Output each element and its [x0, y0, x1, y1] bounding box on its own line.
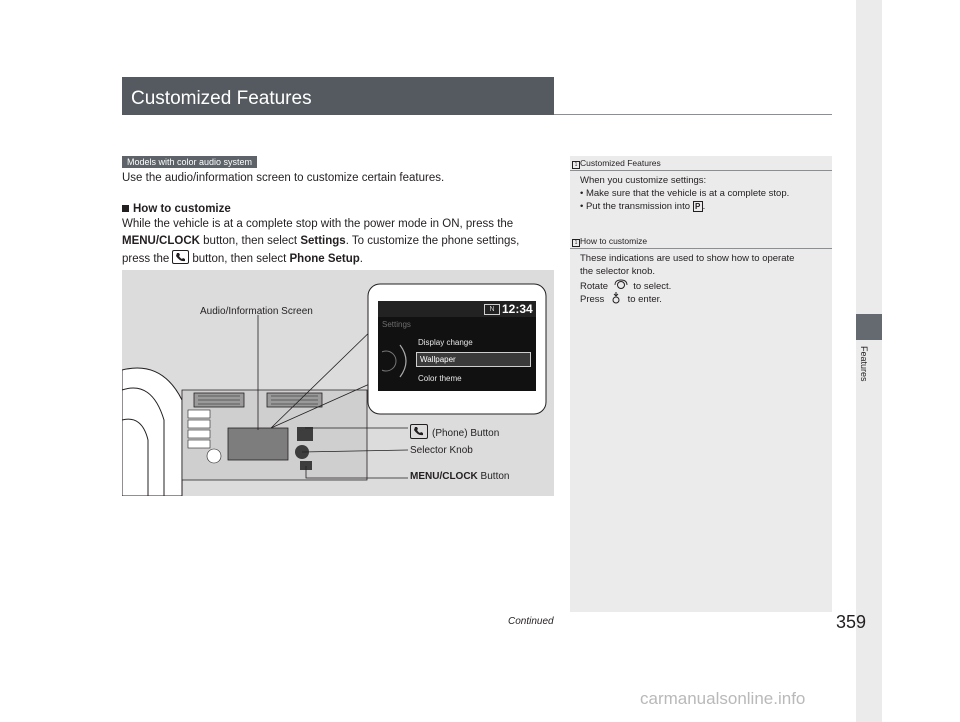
- label-phone-button: (Phone) Button: [410, 424, 499, 439]
- dashboard-illustration: [122, 270, 554, 496]
- phone-icon: [410, 424, 428, 439]
- zoomed-audio-screen: [378, 301, 536, 391]
- paragraph-line-1: While the vehicle is at a complete stop with the power mode in ON, press the: [122, 218, 514, 230]
- menu-item-wallpaper: Wallpaper: [420, 355, 456, 364]
- note2-rotate-line: Rotate to select.: [580, 281, 672, 292]
- note1-intro: When you customize settings:: [580, 175, 707, 186]
- menu-item-color-theme: Color theme: [418, 374, 462, 383]
- model-badge: Models with color audio system: [122, 156, 257, 168]
- dial-icon: [382, 343, 410, 384]
- note1-bullet-2: • Put the transmission into P .: [580, 201, 706, 212]
- phone-button-icon: [172, 250, 189, 264]
- page-title: Customized Features: [131, 88, 312, 109]
- note2-line-1: These indications are used to show how to operate: [580, 253, 795, 264]
- press-knob-icon: [610, 292, 622, 304]
- label-selector-knob: Selector Knob: [410, 445, 473, 456]
- sidebar-notes: [570, 156, 832, 612]
- note1-rule: [570, 170, 832, 171]
- note2-title: 1 How to customize: [572, 236, 647, 247]
- continued-label: Continued: [508, 616, 554, 627]
- watermark: carmanualsonline.info: [640, 689, 806, 708]
- note2-rule: [570, 248, 832, 249]
- note2-line-2: the selector knob.: [580, 266, 655, 277]
- heading-square-icon: [122, 205, 129, 212]
- how-heading: How to customize: [122, 203, 231, 215]
- note1-bullet-1: • Make sure that the vehicle is at a complete stop.: [580, 188, 790, 199]
- note1-title: 1 Customized Features: [572, 158, 661, 169]
- note-marker-icon: 1: [572, 239, 580, 247]
- label-menu-clock: MENU/CLOCK Button: [410, 471, 510, 482]
- section-tab-marker: [856, 314, 882, 340]
- gear-indicator: N: [484, 304, 500, 315]
- section-tab-label: Features: [859, 346, 869, 382]
- intro-text: Use the audio/information screen to customize certain features.: [122, 172, 445, 184]
- paragraph-line-3: press the button, then select Phone Setup.: [122, 250, 363, 268]
- label-audio-screen: Audio/Information Screen: [200, 306, 313, 317]
- screen-clock: 12:34: [502, 302, 533, 316]
- menu-item-display-change: Display change: [418, 338, 473, 347]
- note2-press-line: Press to enter.: [580, 294, 662, 305]
- screen-heading: Settings: [382, 320, 411, 329]
- note-marker-icon: 1: [572, 161, 580, 169]
- rotate-knob-icon: [614, 279, 628, 291]
- paragraph-line-2: MENU/CLOCK button, then select Settings. To customize the phone settings,: [122, 235, 520, 247]
- park-key-icon: P: [693, 201, 703, 212]
- title-rule: [554, 114, 832, 115]
- page-number: 359: [836, 612, 867, 632]
